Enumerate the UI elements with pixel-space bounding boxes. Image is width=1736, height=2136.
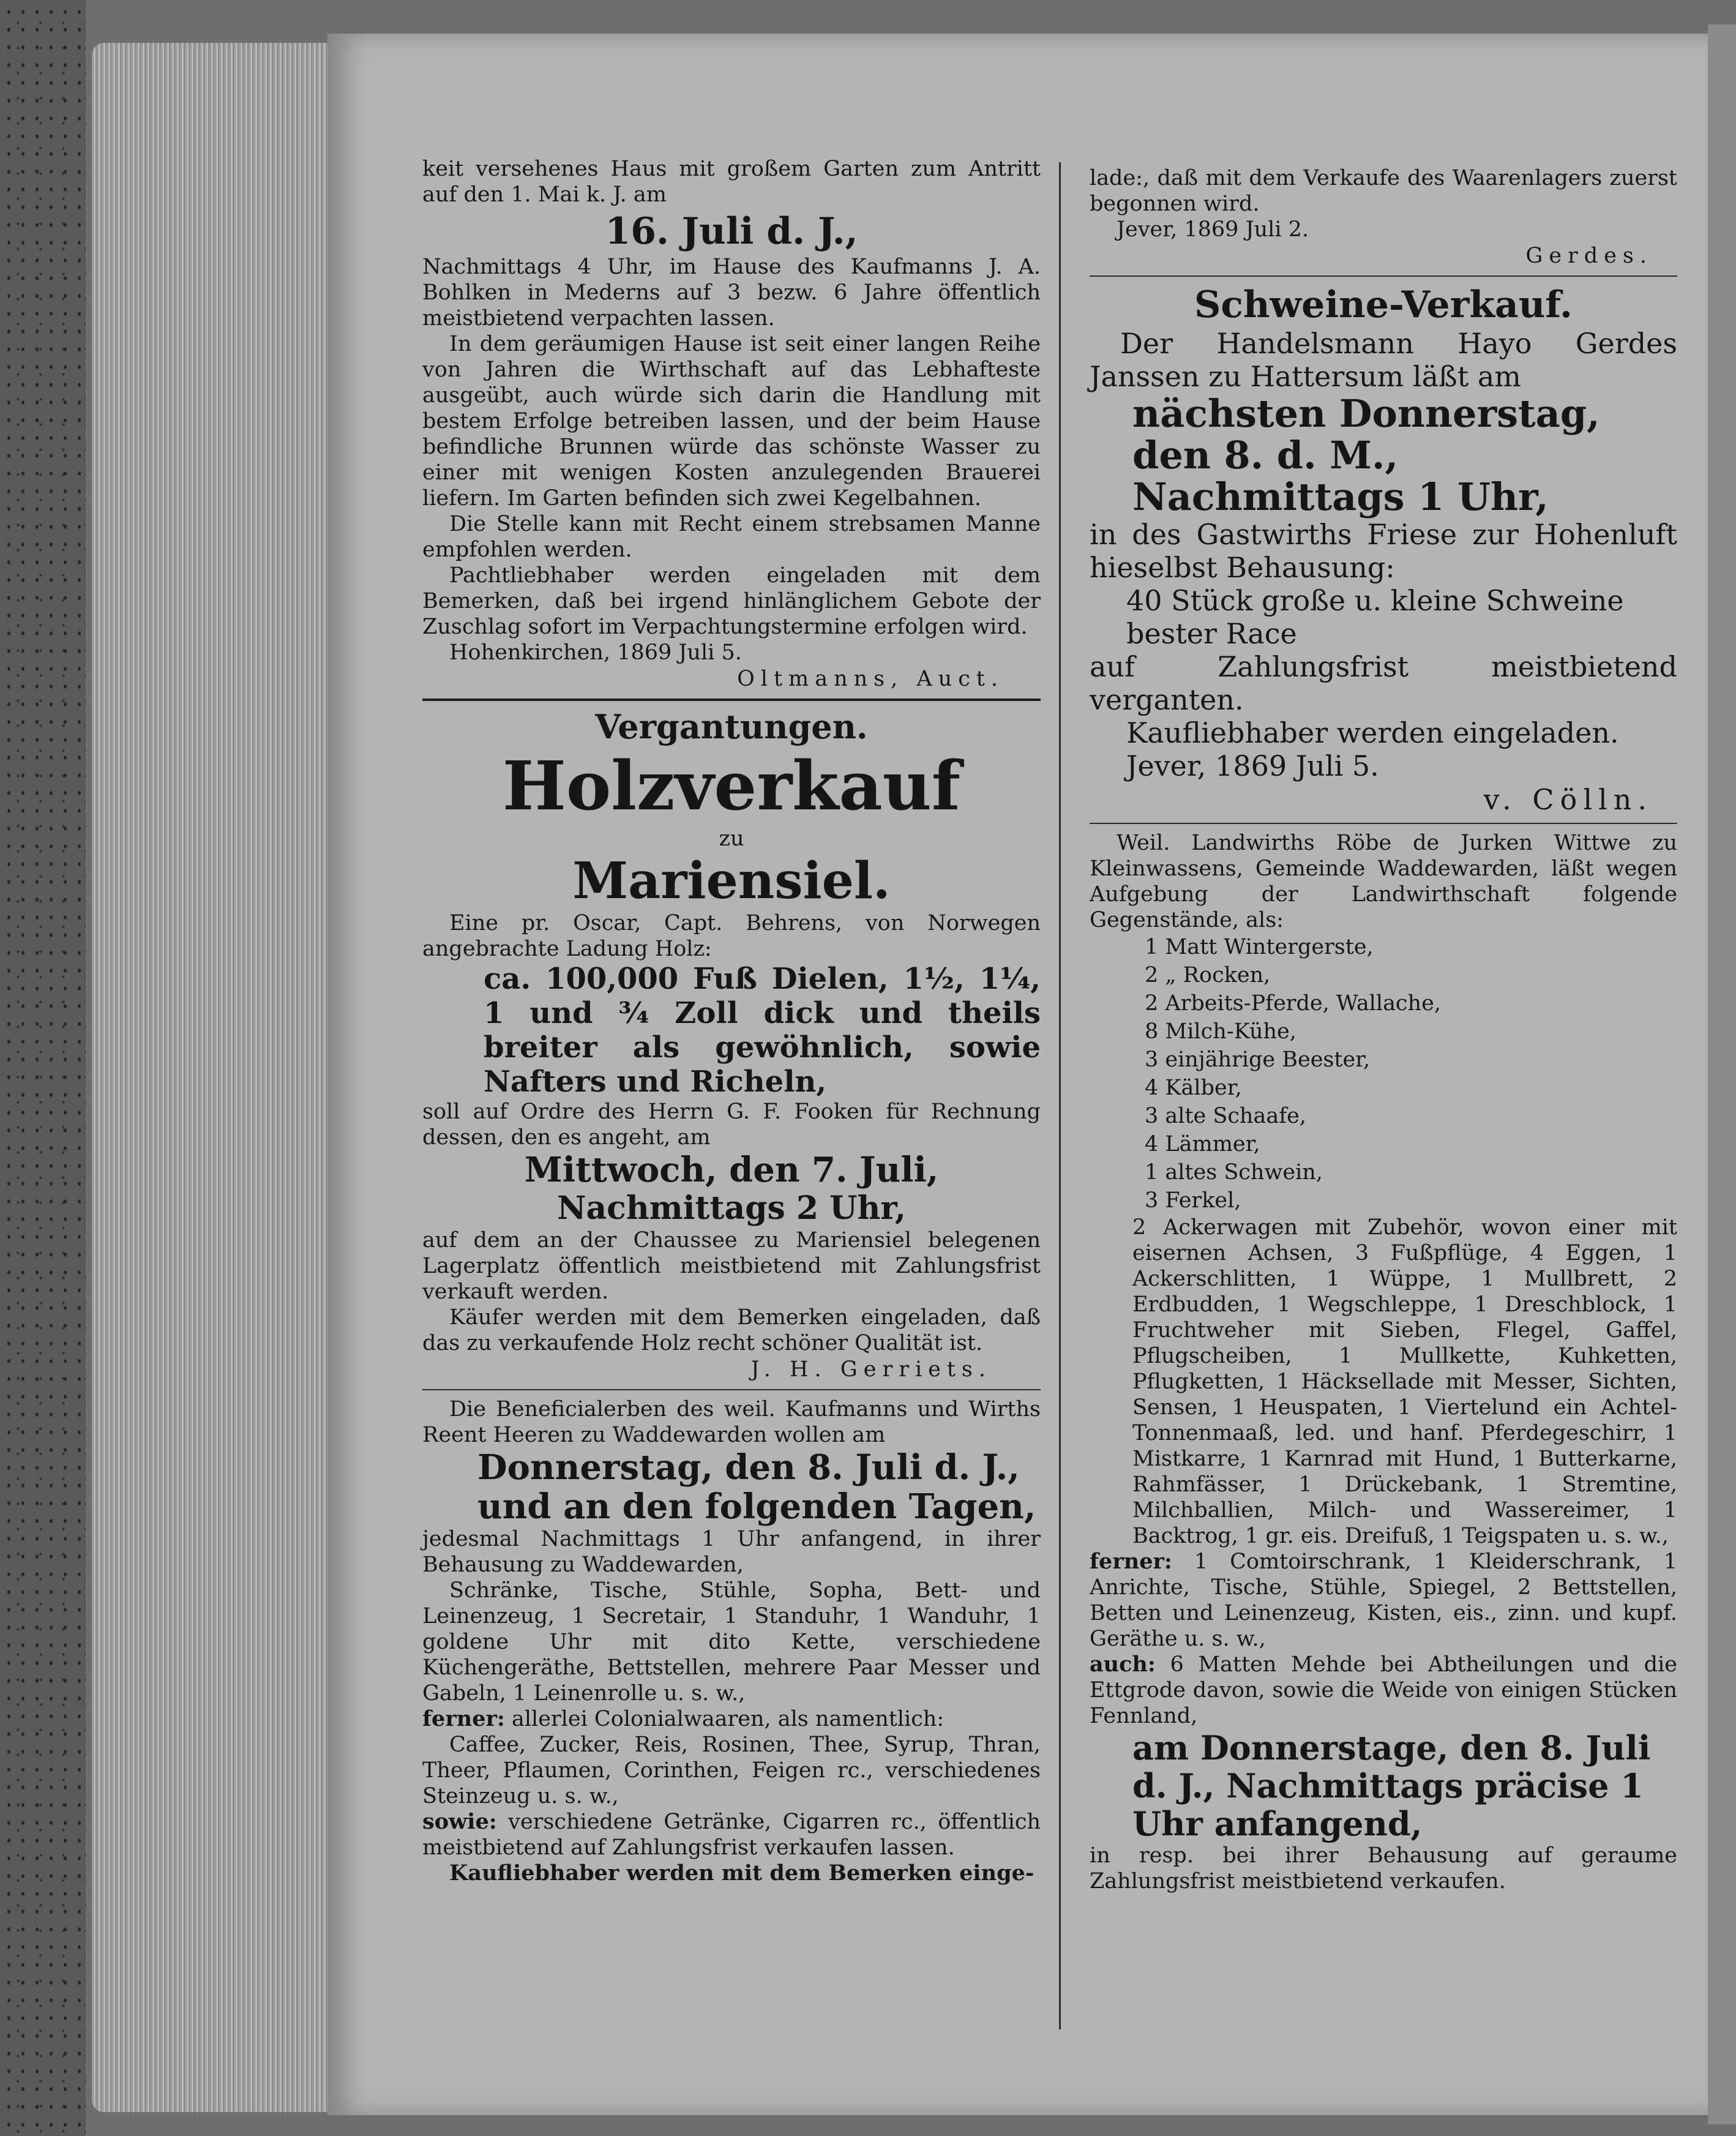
ad-signature: Gerdes. <box>1525 244 1653 268</box>
ferner-text: 1 Comtoirschrank, 1 Kleiderschrank, 1 Anrichte, Tische, Stühle, Spiegel, 2 Bettstellen, Betten und Leinenzeug, Kisten, eis., zinn. und kupf. Geräthe u. s. w., <box>1090 1550 1677 1651</box>
list-item: 3 alte Schaafe, <box>1145 1104 1307 1128</box>
ad-details: Nachmittags 4 Uhr, im Hause des Kaufmanns J. A. Bohlken in Mederns auf 3 bezw. 6 Jahre öffentlich meistbietend verpachten lassen. <box>422 255 1041 331</box>
separator-rule <box>422 699 1041 701</box>
sowie-label: sowie: <box>422 1809 497 1834</box>
sowie-text: verschiedene Getränke, Cigarren rc., öffentlich meistbietend auf Zahlungsfrist verkaufen lassen. <box>422 1810 1041 1860</box>
section-heading: Vergantungen. <box>595 707 868 746</box>
list-item: 4 Kälber, <box>1145 1076 1242 1100</box>
continued-advertisement <box>1090 165 1677 269</box>
list-item: 8 Milch-Kühe, <box>1145 1019 1296 1044</box>
ad-time: jedesmal Nachmittags 1 Uhr anfangend, in ihrer Behausung zu Waddewarden, <box>422 1527 1041 1577</box>
list-item: 3 einjährige Beester, <box>1145 1047 1371 1072</box>
ferner-label: ferner: <box>1090 1549 1172 1574</box>
ad-line: in des Gastwirths Friese zur Hohenluft hieselbst Behausung: <box>1090 518 1677 584</box>
ad-paragraph: In dem geräumigen Hause ist seit einer langen Reihe von Jahren die Wirthschaft auf das Lebhafteste ausgeübt, auch würde sich darin die Handlung mit bestem Erfolge betreiben lassen, und der beim Hause befindliche Brunnen würde das schönste Wasser zu einer mit wenigen Kosten anzulegenden Brauerei liefern. Im Garten befinden sich zwei Kegelbahnen. <box>422 332 1041 511</box>
newspaper-page <box>327 34 1708 2115</box>
left-column <box>422 156 1041 1886</box>
ad-paragraph: Pachtliebhaber werden eingeladen mit dem Bemerken, daß bei irgend hinlänglichem Gebote der Zuschlag sofort im Verpachtungstermine erfolgen wird. <box>422 563 1041 639</box>
ad-line: auf Zahlungsfrist meistbietend verganten. <box>1090 650 1677 716</box>
book-edge-right <box>1708 24 1736 2124</box>
ad-date: am Donnerstage, den 8. Juli d. J., Nachmittags präcise 1 Uhr anfangend, <box>1132 1728 1651 1843</box>
ad-goods: 40 Stück große u. kleine Schweine bester Race <box>1126 584 1624 650</box>
list-item: 1 Matt Wintergerste, <box>1145 935 1374 959</box>
ad-place-date: Jever, 1869 Juli 2. <box>1117 217 1309 242</box>
ad-signature: J. H. Gerriets. <box>750 1357 992 1382</box>
separator-rule <box>422 1389 1041 1390</box>
ad-signature: v. Cölln. <box>1483 783 1653 816</box>
ad-line: Der Handelsmann Hayo Gerdes Janssen zu Hattersum läßt am <box>1090 327 1677 393</box>
ad-paragraph: Die Stelle kann mit Recht einem strebsamen Manne empfohlen werden. <box>422 512 1041 562</box>
ad-closing: Kaufliebhaber werden mit dem Bemerken einge- <box>449 1861 1034 1886</box>
book-page-edges <box>92 43 337 2112</box>
ad-intro: Weil. Landwirths Röbe de Jurken Wittwe zu Kleinwassens, Gemeinde Waddewarden, läßt wegen Aufgebung der Landwirthschaft folgende Gegenstände, als: <box>1090 831 1677 932</box>
farm-auction-advertisement <box>1090 830 1677 1894</box>
ad-location: Mariensiel. <box>572 852 891 910</box>
lease-advertisement <box>422 156 1041 692</box>
ad-signature: Oltmanns, Auct. <box>737 667 1004 691</box>
list-item: 3 Ferkel, <box>1145 1188 1241 1213</box>
ad-place-date: Jever, 1869 Juli 5. <box>1126 749 1379 782</box>
ad-closing: in resp. bei ihrer Behausung auf geraume Zahlungsfrist meistbietend verkaufen. <box>1090 1843 1677 1894</box>
separator-rule <box>1090 275 1677 277</box>
ad-time: Nachmittags 2 Uhr, <box>556 1190 907 1227</box>
ad-colonial-goods: Caffee, Zucker, Reis, Rosinen, Thee, Syrup, Thran, Theer, Pflaumen, Corinthen, Feigen rc., verschiedenes Steinzeug u. s. w., <box>422 1733 1041 1808</box>
timber-sale-advertisement <box>422 746 1041 1383</box>
ad-order: soll auf Ordre des Herrn G. F. Fooken für Rechnung dessen, den es angeht, am <box>422 1100 1041 1150</box>
ad-title: Schweine-Verkauf. <box>1194 283 1573 326</box>
ferner-text: allerlei Colonialwaaren, als namentlich: <box>511 1707 945 1731</box>
list-item: 1 altes Schwein, <box>1145 1160 1323 1185</box>
ad-place: auf dem an der Chaussee zu Mariensiel belegenen Lagerplatz öffentlich meistbietend mit Zahlungsfrist verkauft werden. <box>422 1228 1041 1304</box>
pig-sale-advertisement <box>1090 283 1677 817</box>
ad-title: Holzverkauf <box>502 746 961 825</box>
auch-label: auch: <box>1090 1652 1156 1677</box>
ad-zu: zu <box>719 826 744 851</box>
column-divider <box>1059 162 1061 2029</box>
separator-rule <box>1090 823 1677 824</box>
ad-intro: keit versehenes Haus mit großem Garten zum Antritt auf den 1. Mai k. J. am <box>422 157 1041 207</box>
ad-paragraph: Käufer werden mit dem Bemerken eingeladen, daß das zu verkaufende Holz recht schöner Qualität ist. <box>422 1305 1041 1355</box>
livestock-list <box>1090 933 1677 1215</box>
ad-date: 16. Juli d. J., <box>605 210 858 253</box>
ad-intro: Eine pr. Oscar, Capt. Behrens, von Norwegen angebrachte Ladung Holz: <box>422 911 1041 961</box>
ad-date-continued: und an den folgenden Tagen, <box>477 1486 1036 1527</box>
ad-goods: ca. 100,000 Fuß Dielen, 1½, 1¼, 1 und ¾ Zoll dick und theils breiter als gewöhnlich, sowie Nafters und Richeln, <box>484 962 1041 1099</box>
ad-continuation: lade:, daß mit dem Verkaufe des Waarenlagers zuerst begonnen wird. <box>1090 166 1677 216</box>
ad-place-date: Hohenkirchen, 1869 Juli 5. <box>449 640 742 665</box>
right-column <box>1090 165 1677 1894</box>
ad-date: nächsten Donnerstag, den 8. d. M., Nachmittags 1 Uhr, <box>1132 391 1600 519</box>
list-item: 2 „ Rocken, <box>1145 963 1271 987</box>
estate-auction-advertisement <box>422 1396 1041 1886</box>
speckled-cover <box>0 0 86 2136</box>
ad-intro: Die Beneficialerben des weil. Kaufmanns und Wirths Reent Heeren zu Waddewarden wollen am <box>422 1397 1041 1447</box>
list-item: 4 Lämmer, <box>1145 1132 1260 1156</box>
ad-items: Schränke, Tische, Stühle, Sopha, Bett- und Leinenzeug, 1 Secretair, 1 Standuhr, 1 Wanduhr, 1 goldene Uhr mit dito Kette, verschiedene Küchengeräthe, Bettstellen, mehrere Paar Messer und Gabeln, 1 Leinenrolle u. s. w., <box>422 1578 1041 1706</box>
ad-date: Donnerstag, den 8. Juli d. J., <box>477 1447 1020 1488</box>
ad-line: Kaufliebhaber werden eingeladen. <box>1126 716 1619 749</box>
ferner-label: ferner: <box>422 1706 505 1731</box>
ad-tools: 2 Ackerwagen mit Zubehör, wovon einer mit eisernen Achsen, 3 Fußpflüge, 4 Eggen, 1 Ackerschlitten, 1 Wüppe, 1 Mullbrett, 2 Erdbudden, 1 Wegschleppe, 1 Dreschblock, 1 Fruchtweher mit Sieben, Flegel, Gaffel, Pflugscheiben, 1 Mullkette, Kuhketten, Pflugketten, 1 Häcksellade mit Messer, Sichten, Sensen, 1 Heuspaten, 1 Viertelund ein Achtel-Tonnenmaaß, led. und hanf. Pferdegeschirr, 1 Mistkarre, 1 Karnrad mit Hund, 1 Butterkarne, Rahmfässer, 1 Drückebank, 1 Stremtine, Milchballien, Milch- und Wassereimer, 1 Backtrog, 1 gr. eis. Dreifuß, 1 Teigspaten u. s. w., <box>1132 1215 1677 1548</box>
list-item: 2 Arbeits-Pferde, Wallache, <box>1145 991 1441 1016</box>
auch-text: 6 Matten Mehde bei Abtheilungen und die Ettgrode davon, sowie die Weide von einigen Stücken Fennland, <box>1090 1652 1677 1728</box>
ad-date: Mittwoch, den 7. Juli, <box>524 1150 939 1190</box>
